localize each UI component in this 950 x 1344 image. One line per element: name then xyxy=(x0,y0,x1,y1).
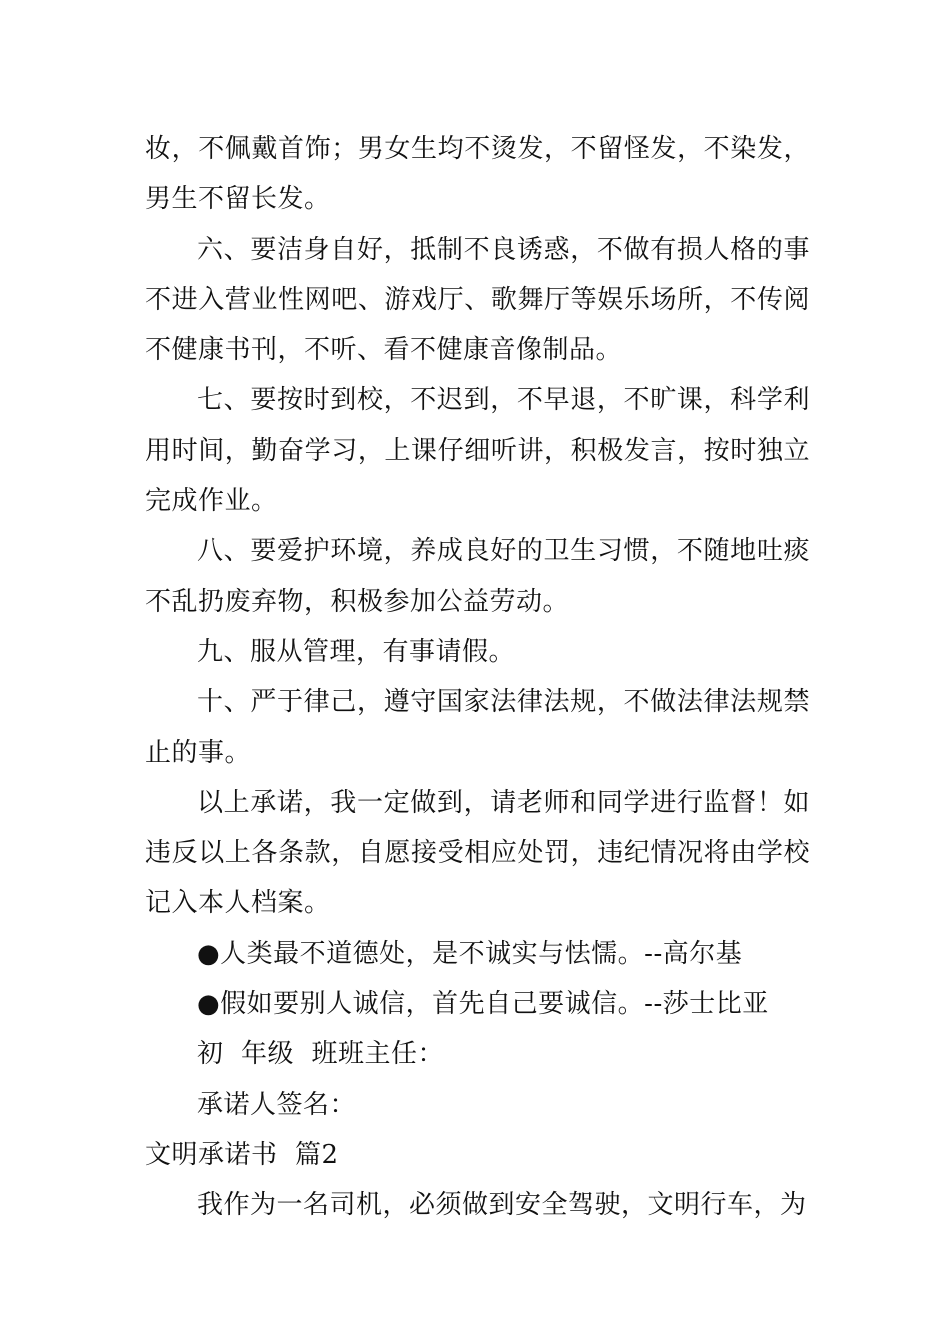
paragraph-item-9: 九、服从管理，有事请假。 xyxy=(197,636,516,667)
section-heading: 文明承诺书 篇2 xyxy=(145,1139,339,1170)
paragraph-item-8: 八、要爱护环境，养成良好的卫生习惯，不随地吐痰不乱扔废弃物，积极参加公益劳动。 xyxy=(145,536,810,617)
quote-shakespeare: ●假如要别人诚信，首先自己要诚信。--莎士比亚 xyxy=(197,989,769,1020)
paragraph-driver-pledge: 我作为一名司机，必须做到安全驾驶，文明行车，为 xyxy=(197,1190,807,1221)
quote-gorky: ●人类最不道德处，是不诚实与怯懦。--高尔基 xyxy=(197,938,743,969)
paragraph-item-6: 六、要洁身自好，抵制不良诱惑，不做有损人格的事不进入营业性网吧、游戏厅、歌舞厅等娱乐场所，不传阅不健康书刊，不听、看不健康音像制品。 xyxy=(145,234,810,366)
pledger-signature-line: 承诺人签名： xyxy=(197,1089,357,1120)
document-body xyxy=(145,124,810,1231)
paragraph-pledge-statement: 以上承诺，我一定做到，请老师和同学进行监督！如违反以上各条款，自愿接受相应处罚，违纪情况将由学校记入本人档案。 xyxy=(145,787,810,919)
teacher-signature-line: 初 年级 班班主任： xyxy=(197,1039,445,1070)
paragraph-item-7: 七、要按时到校，不迟到，不早退，不旷课，科学利用时间，勤奋学习，上课仔细听讲，积极发言，按时独立完成作业。 xyxy=(145,385,810,517)
paragraph-item-10: 十、严于律己，遵守国家法律法规，不做法律法规禁止的事。 xyxy=(145,687,810,768)
paragraph-dress-code-continued: 妆，不佩戴首饰；男女生均不烫发，不留怪发，不染发，男生不留长发。 xyxy=(145,134,810,215)
